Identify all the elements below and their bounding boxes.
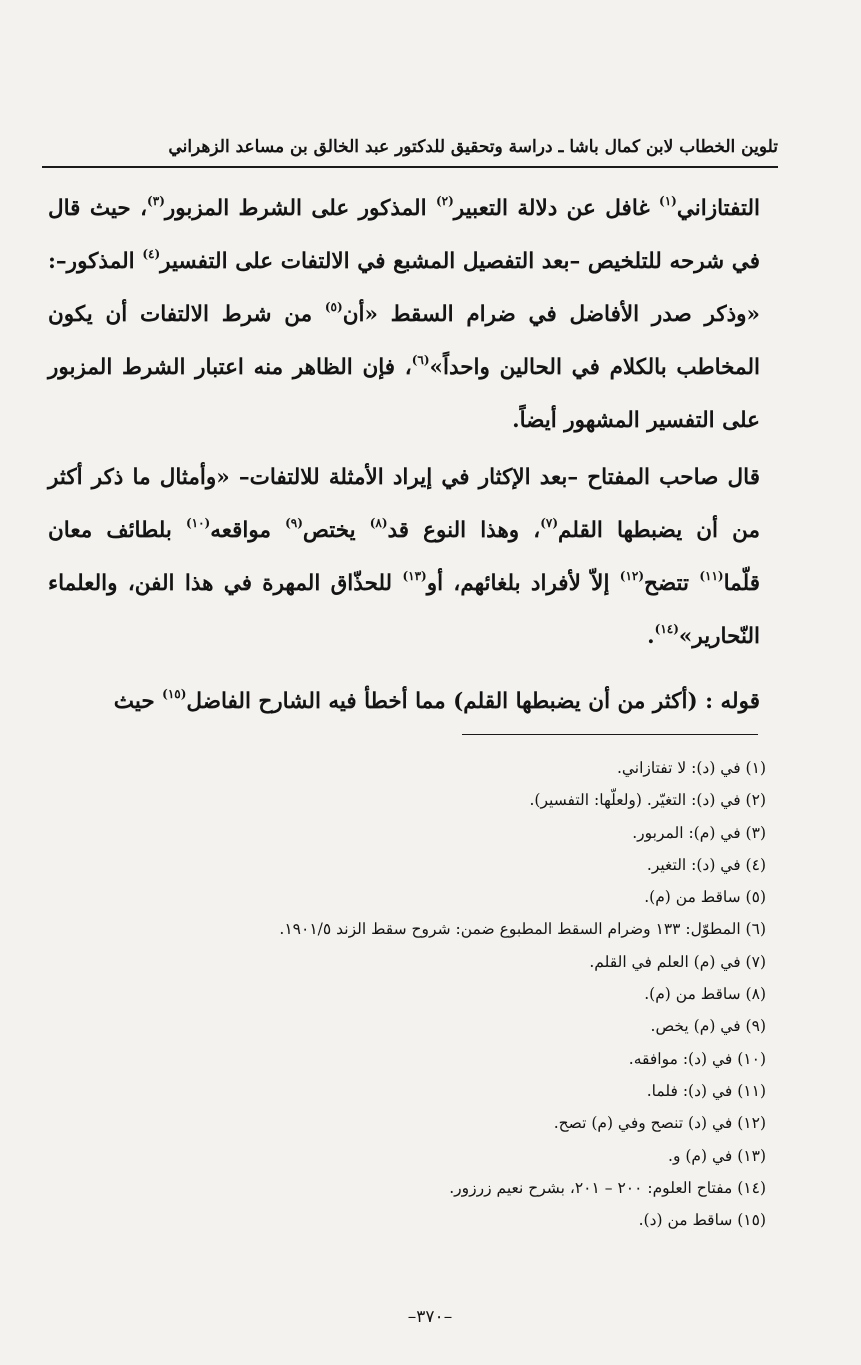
footnote-ref-7[interactable]: (٧) xyxy=(540,515,559,530)
footnote-13: (١٣) في (م) و. xyxy=(668,1146,766,1165)
text-run: حيث xyxy=(113,689,163,714)
paragraph-2 xyxy=(48,451,760,663)
footnote-ref-4[interactable]: (٤) xyxy=(142,246,161,261)
footnote-15: (١٥) ساقط من (د). xyxy=(638,1211,766,1230)
text-run: مواقعه xyxy=(210,518,286,543)
footnote-ref-13[interactable]: (١٣) xyxy=(402,568,427,583)
text-run: قوله : (أكثر من أن يضبطها القلم) مما أخطأ فيه الشارح الفاضل xyxy=(186,689,760,714)
page-number: –٣٧٠– xyxy=(407,1307,453,1327)
footnote-ref-14[interactable]: (١٤) xyxy=(654,621,679,636)
footnote-11: (١١) في (د): فلما. xyxy=(646,1081,766,1100)
footnote-ref-12[interactable]: (١٢) xyxy=(619,568,645,583)
body-text xyxy=(48,182,760,728)
footnote-10: (١٠) في (د): موافقه. xyxy=(628,1049,766,1068)
header-rule xyxy=(42,166,778,168)
footnote-ref-10[interactable]: (١٠) xyxy=(185,515,211,530)
footnote-3: (٣) في (م): المربور. xyxy=(632,823,766,842)
footnote-5: (٥) ساقط من (م). xyxy=(644,888,766,907)
footnote-ref-6[interactable]: (٦) xyxy=(411,352,430,367)
text-run: بلطائف معان قلّما xyxy=(48,518,760,596)
footnote-ref-15[interactable]: (١٥) xyxy=(162,686,187,701)
text-run: ، حيث قال في شرحه للتلخيص –بعد التفصيل المشبع في الالتفات على التفسير xyxy=(48,196,761,274)
text-run: يختص xyxy=(302,518,370,543)
footnote-2: (٢) في (د): التغيّر. (ولعلّها: التفسير). xyxy=(529,791,766,810)
footnote-12: (١٢) في (د) تنصح وفي (م) تصح. xyxy=(553,1114,766,1133)
footnote-ref-1[interactable]: (١) xyxy=(659,193,677,208)
text-run: ، فإن الظاهر منه اعتبار الشرط المزبور على التفسير المشهور أيضاً. xyxy=(48,355,760,433)
footnote-14: (١٤) مفتاح العلوم: ٢٠٠ – ٢٠١، بشرح نعيم زرزور. xyxy=(449,1178,766,1197)
text-run: . xyxy=(647,624,655,649)
footnote-separator xyxy=(462,734,758,735)
footnote-ref-8[interactable]: (٨) xyxy=(369,515,388,530)
paragraph-1 xyxy=(48,182,760,447)
footnote-7: (٧) في (م) العلم في القلم. xyxy=(589,952,766,971)
footnote-ref-3[interactable]: (٣) xyxy=(147,193,165,208)
running-header: تلوين الخطاب لابن كمال باشا ـ دراسة وتحقيق للدكتور عبد الخالق بن مساعد الزهراني xyxy=(168,137,778,157)
text-run: إلاّ لأفراد بلغائهم، أو xyxy=(426,571,620,596)
footnote-ref-2[interactable]: (٢) xyxy=(435,193,454,208)
paragraph-3 xyxy=(48,675,760,728)
text-run: من شرط الالتفات أن يكون المخاطب بالكلام في الحالين واحداً» xyxy=(48,302,760,380)
footnote-1: (١) في (د): لا تفتازاني. xyxy=(616,759,766,777)
text-run: غافل عن دلالة التعبير xyxy=(453,196,659,221)
footnote-ref-9[interactable]: (٩) xyxy=(285,515,303,530)
footnote-4: (٤) في (د): التغير. xyxy=(646,855,766,874)
footnote-ref-5[interactable]: (٥) xyxy=(324,299,343,314)
text-run: للحذّاق المهرة في هذا الفن، والعلماء النّحارير» xyxy=(48,571,760,649)
text-run: المذكور على الشرط المزبور xyxy=(164,196,436,221)
text-run: المذكور–: «وذكر صدر الأفاضل في ضرام السقط «أن xyxy=(48,249,760,327)
footnote-6: (٦) المطوّل: ١٣٣ وضرام السقط المطبوع ضمن: شروح سقط الزند ١٩٠١/٥. xyxy=(279,920,766,939)
text-run: التفتازاني xyxy=(676,196,761,221)
footnote-8: (٨) ساقط من (م). xyxy=(644,985,766,1004)
text-run: تتضح xyxy=(644,571,700,596)
footnote-9: (٩) في (م) يخص. xyxy=(650,1017,766,1036)
footnote-ref-11[interactable]: (١١) xyxy=(699,568,724,583)
text-run: قال صاحب المفتاح –بعد الإكثار في إيراد الأمثلة للالتفات– «وأمثال ما ذكر أكثر من أن يضبطها القلم xyxy=(48,465,760,543)
text-run: ، وهذا النوع قد xyxy=(387,518,541,543)
footnotes-list xyxy=(130,752,766,1236)
